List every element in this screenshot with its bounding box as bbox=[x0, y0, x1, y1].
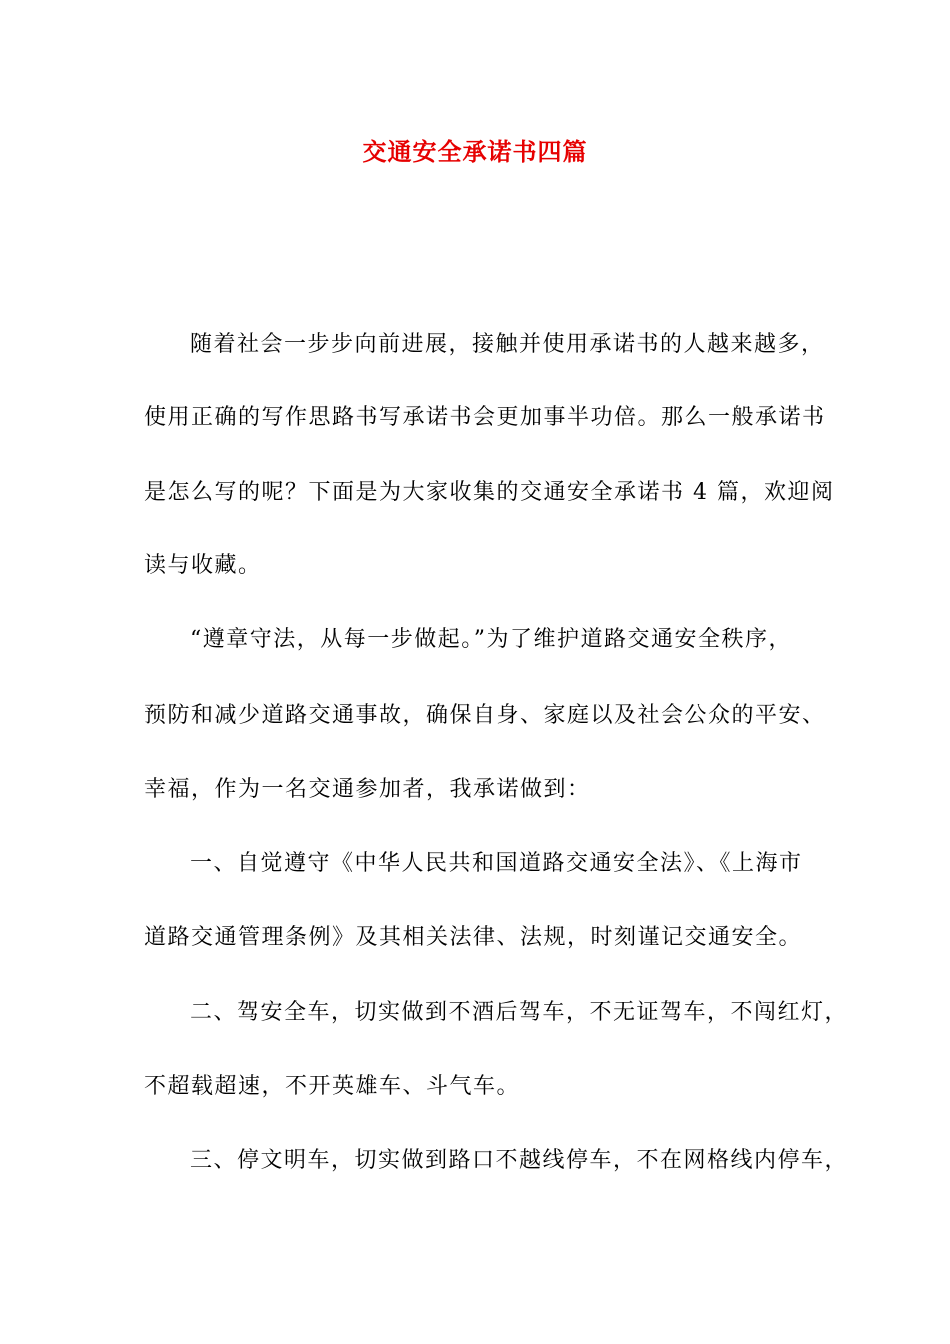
paragraph-line: 幸福，作为一名交通参加者，我承诺做到： bbox=[144, 777, 591, 802]
paragraph-line: 三、停文明车，切实做到路口不越线停车，不在网格线内停车， bbox=[190, 1148, 849, 1173]
document-title: 交通安全承诺书四篇 bbox=[362, 137, 588, 166]
paragraph-line: 二、驾安全车，切实做到不酒后驾车，不无证驾车，不闯红灯， bbox=[190, 1000, 849, 1025]
paragraph-line: 不超载超速，不开英雄车、斗气车。 bbox=[144, 1074, 521, 1099]
paragraph-line: 一、自觉遵守《中华人民共和国道路交通安全法》、《上海市 bbox=[190, 851, 803, 876]
paragraph-line: 读与收藏。 bbox=[144, 553, 262, 578]
paragraph-line: 是怎么写的呢？下面是为大家收集的交通安全承诺书 4 篇，欢迎阅 bbox=[144, 480, 835, 505]
paragraph-line: 随着社会一步步向前进展，接触并使用承诺书的人越来越多， bbox=[190, 332, 825, 357]
paragraph-line: 道路交通管理条例》及其相关法律、法规，时刻谨记交通安全。 bbox=[144, 925, 803, 950]
paragraph-line: 使用正确的写作思路书写承诺书会更加事半功倍。那么一般承诺书 bbox=[144, 405, 826, 430]
paragraph-line: “遵章守法，从每一步做起。”为了维护道路交通安全秩序， bbox=[190, 627, 792, 652]
paragraph-line: 预防和减少道路交通事故，确保自身、家庭以及社会公众的平安、 bbox=[144, 703, 826, 728]
